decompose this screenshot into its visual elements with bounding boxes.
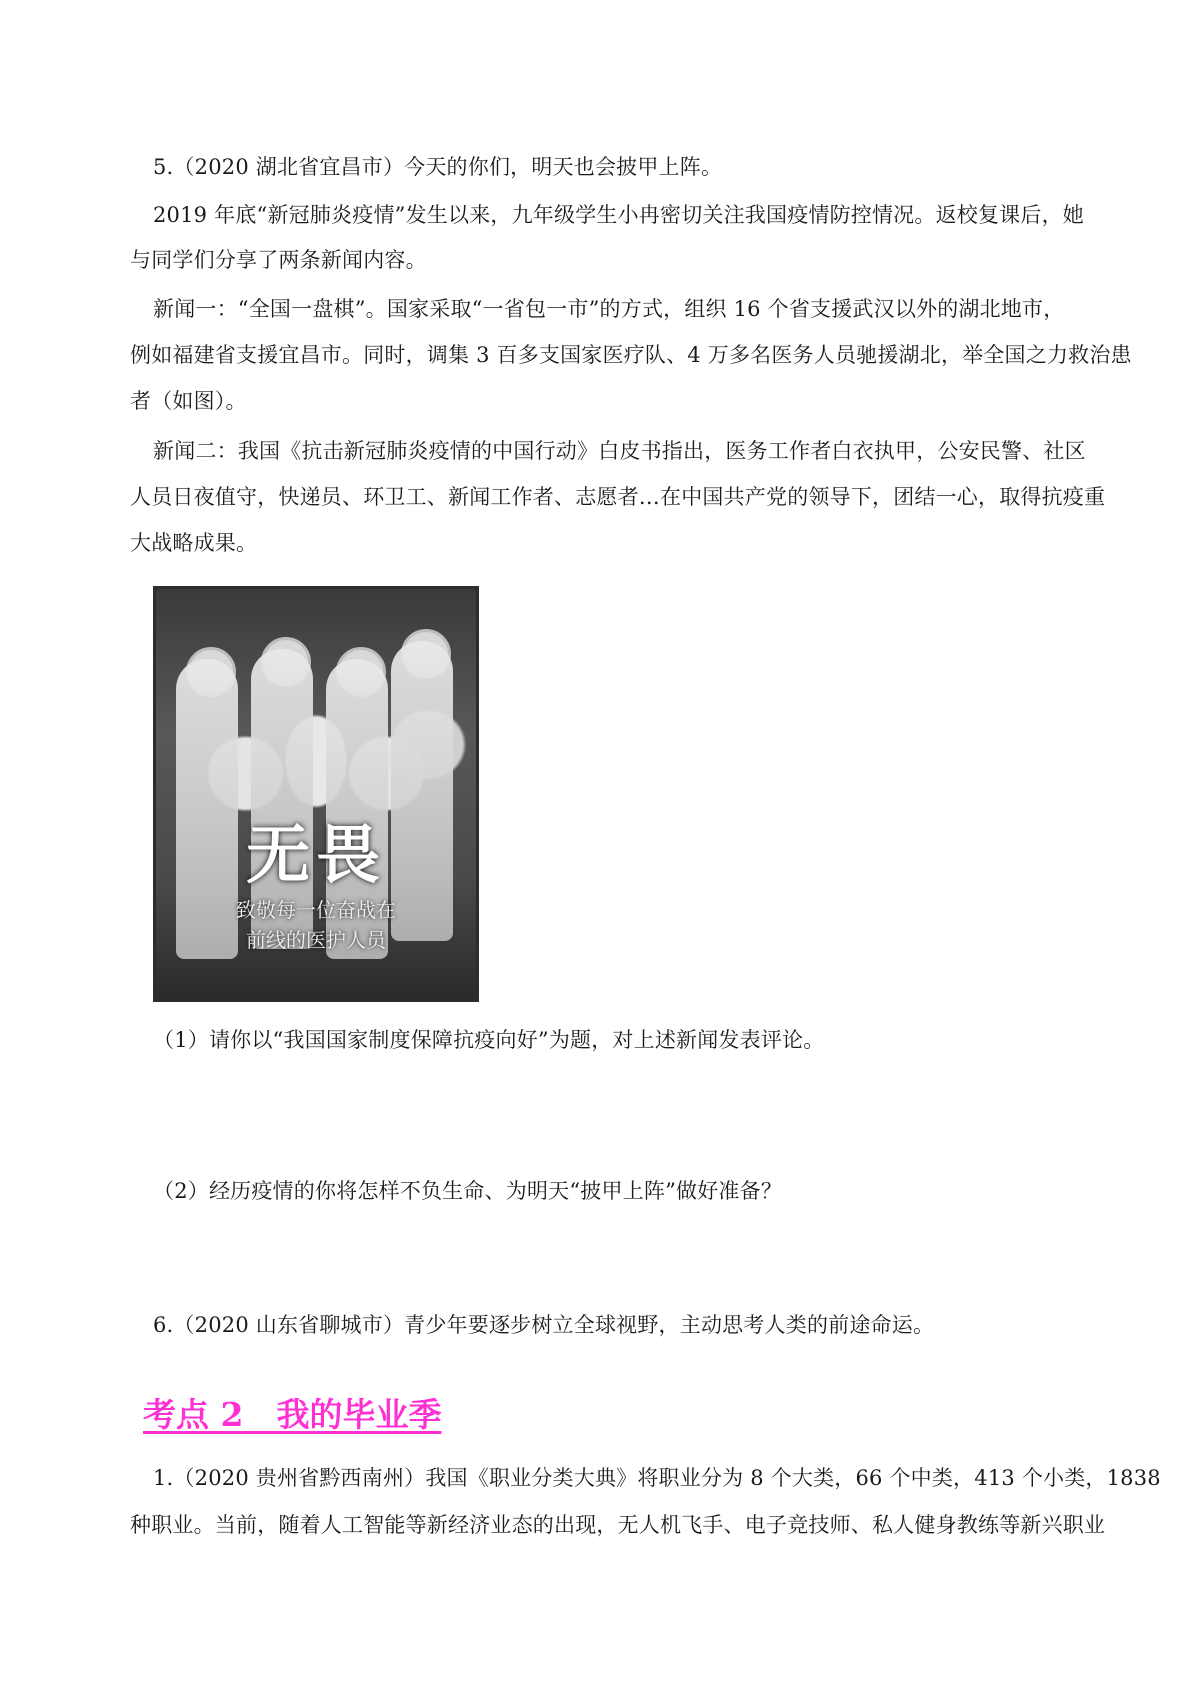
section-question-1-line: 种职业。当前，随着人工智能等新经济业态的出现，无人机飞手、电子竞技师、私人健身教练等新兴职业 [130,1513,1106,1537]
paragraph-line: 2019 年底“新冠肺炎疫情”发生以来，九年级学生小冉密切关注我国疫情防控情况。返校复课后，她 [153,203,1084,227]
medical-workers-photo [153,586,479,1002]
question-6-stem: 6.（2020 山东省聊城市）青少年要逐步树立全球视野，主动思考人类的前途命运。 [153,1313,935,1337]
section-heading: 考点 2 我的毕业季 [143,1395,442,1434]
news-one-line: 者（如图）。 [130,389,247,413]
question-5-part-2: （2）经历疫情的你将怎样不负生命、为明天“披甲上阵”做好准备？ [153,1179,783,1203]
news-two-line: 大战略成果。 [130,531,258,555]
section-question-1-line: 1.（2020 贵州省黔西南州）我国《职业分类大典》将职业分为 8 个大类，66 个中类，413 个小类，1838 [153,1466,1161,1490]
paragraph-line: 与同学们分享了两条新闻内容。 [130,248,427,272]
news-two-line: 人员日夜值守，快递员、环卫工、新闻工作者、志愿者…在中国共产党的领导下，团结一心，取得抗疫重 [130,485,1106,509]
news-two-line: 新闻二：我国《抗击新冠肺炎疫情的中国行动》白皮书指出，医务工作者白衣执甲，公安民警、社区 [153,439,1086,463]
news-one-line: 例如福建省支援宜昌市。同时，调集 3 百多支国家医疗队、4 万多名医务人员驰援湖北，举全国之力救治患 [130,343,1132,367]
question-5-stem: 5.（2020 湖北省宜昌市）今天的你们，明天也会披甲上阵。 [153,155,723,179]
photo-subtitle: 前线的医护人员 [246,928,386,952]
photo-title: 无畏 [246,818,386,893]
photo-subtitle: 致敬每一位奋战在 [236,898,396,922]
news-one-line: 新闻一：“全国一盘棋”。国家采取“一省包一市”的方式，组织 16 个省支援武汉以外的湖北地市， [153,297,1065,321]
question-5-part-1: （1）请你以“我国国家制度保障抗疫向好”为题，对上述新闻发表评论。 [153,1028,825,1052]
